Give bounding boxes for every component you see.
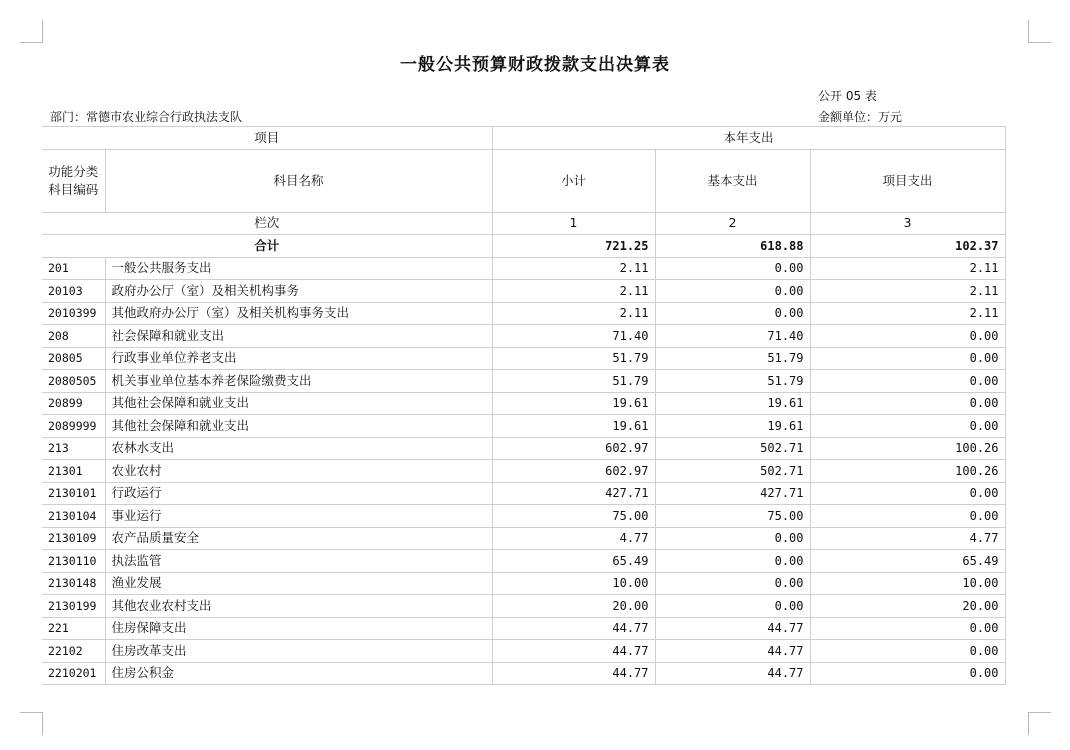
column-index-1: 1 xyxy=(492,212,655,235)
row-subtotal: 10.00 xyxy=(492,572,655,595)
row-project: 2.11 xyxy=(810,280,1005,303)
row-name: 其他社会保障和就业支出 xyxy=(105,415,492,438)
row-basic: 44.77 xyxy=(655,617,810,640)
row-project: 0.00 xyxy=(810,347,1005,370)
row-project: 65.49 xyxy=(810,550,1005,573)
column-index-2: 2 xyxy=(655,212,810,235)
row-code: 2080505 xyxy=(42,370,105,393)
row-subtotal: 65.49 xyxy=(492,550,655,573)
header-func-code: 功能分类科目编码 xyxy=(42,149,105,212)
row-basic: 19.61 xyxy=(655,415,810,438)
row-code: 20899 xyxy=(42,392,105,415)
header-item: 项目 xyxy=(42,127,492,150)
row-name: 行政运行 xyxy=(105,482,492,505)
row-basic: 19.61 xyxy=(655,392,810,415)
row-subtotal: 4.77 xyxy=(492,527,655,550)
crop-mark-bottom-left xyxy=(20,712,43,735)
row-project: 0.00 xyxy=(810,415,1005,438)
row-code: 2130148 xyxy=(42,572,105,595)
table-row xyxy=(42,347,1005,370)
row-name: 社会保障和就业支出 xyxy=(105,325,492,348)
row-code: 201 xyxy=(42,257,105,280)
row-basic: 0.00 xyxy=(655,257,810,280)
row-subtotal: 2.11 xyxy=(492,302,655,325)
table-row xyxy=(42,572,1005,595)
row-project: 10.00 xyxy=(810,572,1005,595)
row-name: 行政事业单位养老支出 xyxy=(105,347,492,370)
row-code: 2130110 xyxy=(42,550,105,573)
row-basic: 75.00 xyxy=(655,505,810,528)
row-project: 0.00 xyxy=(810,370,1005,393)
column-index-label: 栏次 xyxy=(42,212,492,235)
row-name: 一般公共服务支出 xyxy=(105,257,492,280)
crop-mark-top-left xyxy=(20,20,43,43)
expenditure-table xyxy=(42,126,1006,685)
row-subtotal: 19.61 xyxy=(492,415,655,438)
row-basic: 0.00 xyxy=(655,550,810,573)
column-index-row xyxy=(42,212,1005,235)
row-project: 2.11 xyxy=(810,302,1005,325)
row-subtotal: 20.00 xyxy=(492,595,655,618)
header-row-1 xyxy=(42,127,1005,150)
row-subtotal: 75.00 xyxy=(492,505,655,528)
table-row xyxy=(42,482,1005,505)
row-name: 农业农村 xyxy=(105,460,492,483)
row-subtotal: 19.61 xyxy=(492,392,655,415)
row-name: 事业运行 xyxy=(105,505,492,528)
row-name: 机关事业单位基本养老保险缴费支出 xyxy=(105,370,492,393)
row-subtotal: 2.11 xyxy=(492,280,655,303)
total-subtotal: 721.25 xyxy=(492,235,655,258)
table-row xyxy=(42,392,1005,415)
header-subtotal: 小计 xyxy=(492,149,655,212)
row-project: 100.26 xyxy=(810,437,1005,460)
header-basic: 基本支出 xyxy=(655,149,810,212)
row-basic: 427.71 xyxy=(655,482,810,505)
row-subtotal: 51.79 xyxy=(492,370,655,393)
row-code: 2130109 xyxy=(42,527,105,550)
row-name: 执法监管 xyxy=(105,550,492,573)
row-code: 208 xyxy=(42,325,105,348)
header-project: 项目支出 xyxy=(810,149,1005,212)
total-project: 102.37 xyxy=(810,235,1005,258)
row-subtotal: 71.40 xyxy=(492,325,655,348)
row-code: 221 xyxy=(42,617,105,640)
row-subtotal: 51.79 xyxy=(492,347,655,370)
row-name: 住房改革支出 xyxy=(105,640,492,663)
table-row xyxy=(42,437,1005,460)
row-basic: 0.00 xyxy=(655,527,810,550)
row-subtotal: 602.97 xyxy=(492,460,655,483)
header-row-2 xyxy=(42,149,1005,212)
table-row xyxy=(42,505,1005,528)
table-row xyxy=(42,640,1005,663)
page-title: 一般公共预算财政拨款支出决算表 xyxy=(400,55,670,75)
row-basic: 502.71 xyxy=(655,437,810,460)
table-row xyxy=(42,415,1005,438)
total-label: 合计 xyxy=(42,235,492,258)
row-code: 21301 xyxy=(42,460,105,483)
row-basic: 0.00 xyxy=(655,572,810,595)
row-subtotal: 44.77 xyxy=(492,617,655,640)
row-basic: 0.00 xyxy=(655,280,810,303)
row-name: 其他农业农村支出 xyxy=(105,595,492,618)
row-project: 0.00 xyxy=(810,482,1005,505)
row-basic: 502.71 xyxy=(655,460,810,483)
total-basic: 618.88 xyxy=(655,235,810,258)
department-label: 部门：常德市农业综合行政执法支队 xyxy=(50,110,243,124)
row-name: 农林水支出 xyxy=(105,437,492,460)
row-name: 其他社会保障和就业支出 xyxy=(105,392,492,415)
row-code: 2210201 xyxy=(42,662,105,685)
row-name: 住房保障支出 xyxy=(105,617,492,640)
row-code: 20103 xyxy=(42,280,105,303)
row-code: 2089999 xyxy=(42,415,105,438)
row-project: 0.00 xyxy=(810,392,1005,415)
table-row xyxy=(42,257,1005,280)
table-row xyxy=(42,280,1005,303)
table-row xyxy=(42,302,1005,325)
row-project: 0.00 xyxy=(810,325,1005,348)
row-basic: 44.77 xyxy=(655,662,810,685)
crop-mark-bottom-right xyxy=(1028,712,1051,735)
row-project: 0.00 xyxy=(810,505,1005,528)
table-row xyxy=(42,370,1005,393)
form-number: 公开 05 表 xyxy=(818,89,877,103)
table-row xyxy=(42,595,1005,618)
column-index-3: 3 xyxy=(810,212,1005,235)
table-row xyxy=(42,527,1005,550)
row-code: 22102 xyxy=(42,640,105,663)
row-subtotal: 44.77 xyxy=(492,640,655,663)
row-project: 2.11 xyxy=(810,257,1005,280)
row-project: 100.26 xyxy=(810,460,1005,483)
table-row xyxy=(42,550,1005,573)
row-name: 其他政府办公厅（室）及相关机构事务支出 xyxy=(105,302,492,325)
row-project: 4.77 xyxy=(810,527,1005,550)
row-name: 渔业发展 xyxy=(105,572,492,595)
row-code: 2130199 xyxy=(42,595,105,618)
row-basic: 44.77 xyxy=(655,640,810,663)
row-code: 2130104 xyxy=(42,505,105,528)
row-basic: 51.79 xyxy=(655,370,810,393)
row-project: 0.00 xyxy=(810,640,1005,663)
total-row xyxy=(42,235,1005,258)
header-subject-name: 科目名称 xyxy=(105,149,492,212)
row-basic: 0.00 xyxy=(655,595,810,618)
row-subtotal: 602.97 xyxy=(492,437,655,460)
row-code: 20805 xyxy=(42,347,105,370)
row-basic: 0.00 xyxy=(655,302,810,325)
table-row xyxy=(42,460,1005,483)
row-subtotal: 2.11 xyxy=(492,257,655,280)
row-subtotal: 427.71 xyxy=(492,482,655,505)
crop-mark-top-right xyxy=(1028,20,1051,43)
row-code: 213 xyxy=(42,437,105,460)
row-name: 政府办公厅（室）及相关机构事务 xyxy=(105,280,492,303)
row-basic: 51.79 xyxy=(655,347,810,370)
row-project: 0.00 xyxy=(810,662,1005,685)
table-row xyxy=(42,662,1005,685)
row-basic: 71.40 xyxy=(655,325,810,348)
row-project: 0.00 xyxy=(810,617,1005,640)
row-name: 农产品质量安全 xyxy=(105,527,492,550)
table-row xyxy=(42,617,1005,640)
row-project: 20.00 xyxy=(810,595,1005,618)
table-row xyxy=(42,325,1005,348)
row-name: 住房公积金 xyxy=(105,662,492,685)
header-current-year: 本年支出 xyxy=(492,127,1005,150)
unit-label: 金额单位：万元 xyxy=(818,110,903,124)
row-code: 2010399 xyxy=(42,302,105,325)
row-subtotal: 44.77 xyxy=(492,662,655,685)
row-code: 2130101 xyxy=(42,482,105,505)
